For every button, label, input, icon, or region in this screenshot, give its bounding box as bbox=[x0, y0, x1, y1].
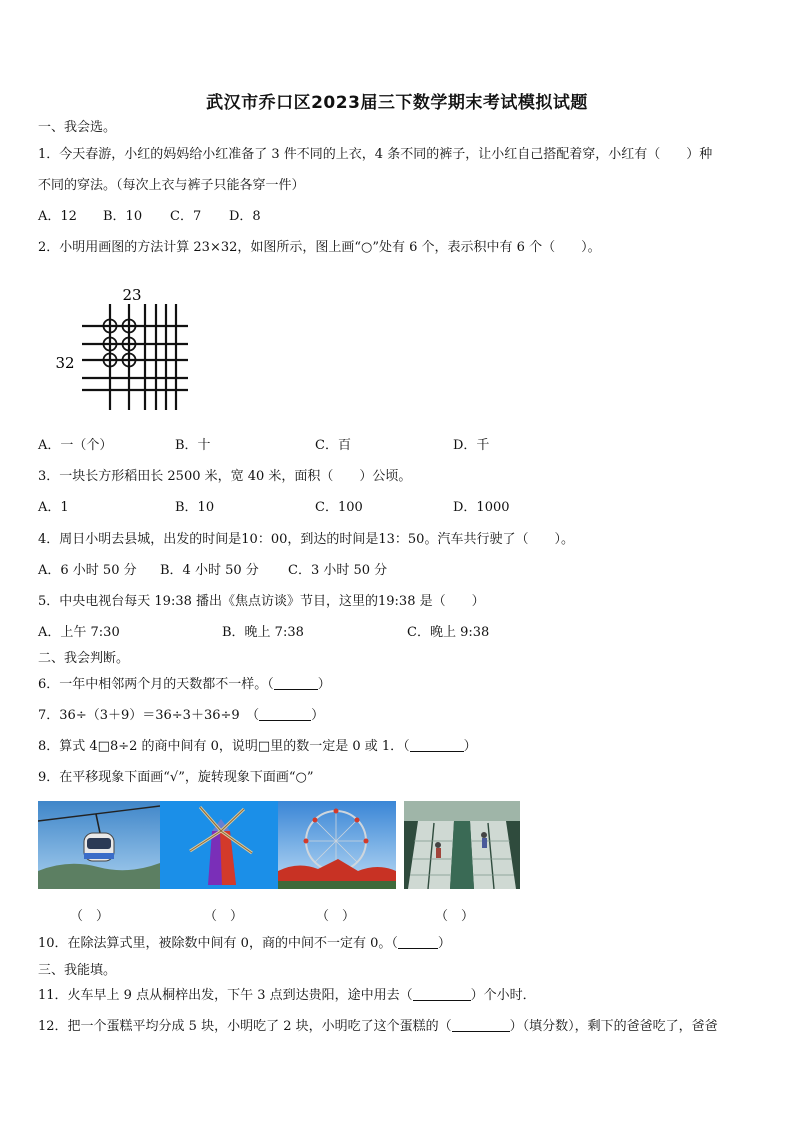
q10-answer-blank[interactable] bbox=[398, 936, 438, 949]
question-8-text: 8．算式 4□8÷2 的商中间有 0，说明□里的数一定是 0 或 1．（ bbox=[38, 739, 410, 754]
question-1-line-1: 1．今天春游，小红的妈妈给小红准备了 3 件不同的上衣，4 条不同的裤子，让小红自己搭配着穿，小红有（ ）种 bbox=[38, 147, 713, 162]
question-8 bbox=[38, 739, 477, 755]
question-7 bbox=[38, 708, 324, 724]
q1-option-a[interactable]: A．12 bbox=[38, 209, 77, 224]
question-5-text: 5．中央电视台每天 19:38 播出《焦点访谈》节目，这里的19:38 是（ ） bbox=[38, 594, 485, 609]
q3-option-a[interactable]: A．1 bbox=[38, 500, 69, 515]
question-6-end: ） bbox=[317, 677, 331, 692]
question-11-end: ）个小时． bbox=[470, 988, 536, 1003]
question-2-text: 2．小明用画图的方法计算 23×32，如图所示，图上画“○”处有 6 个，表示积中有 6 个（ ）。 bbox=[38, 240, 601, 255]
diagram-left-label: 32 bbox=[55, 354, 75, 372]
q3-option-d[interactable]: D．1000 bbox=[453, 500, 510, 515]
question-9-images bbox=[38, 801, 520, 889]
ferris-wheel-image bbox=[278, 801, 396, 889]
q2-option-d[interactable]: D．千 bbox=[453, 438, 490, 453]
q4-option-c[interactable]: C．3 小时 50 分 bbox=[288, 563, 388, 578]
q3-option-b[interactable]: B．10 bbox=[175, 500, 215, 515]
question-11 bbox=[38, 988, 536, 1004]
question-9-text: 9．在平移现象下面画“√”，旋转现象下面画“○” bbox=[38, 770, 314, 785]
q4-option-b[interactable]: B．4 小时 50 分 bbox=[160, 563, 259, 578]
question-12-end: ）（填分数），剩下的爸爸吃了，爸爸 bbox=[509, 1019, 718, 1034]
windmill-image bbox=[160, 801, 278, 889]
multiplication-line-diagram bbox=[52, 284, 192, 418]
q2-option-a[interactable]: A．一（个） bbox=[38, 438, 113, 453]
question-4-text: 4．周日小明去县城，出发的时间是10：00，到达的时间是13：50。汽车共行驶了（ ）。 bbox=[38, 532, 574, 547]
q12-answer-blank[interactable] bbox=[452, 1019, 510, 1032]
q5-option-a[interactable]: A．上午 7:30 bbox=[38, 625, 120, 640]
question-12 bbox=[38, 1019, 718, 1035]
cable-car-image bbox=[38, 801, 160, 889]
question-6-text: 6．一年中相邻两个月的天数都不一样。（ bbox=[38, 677, 274, 692]
question-1-line-2: 不同的穿法。（每次上衣与裤子只能各穿一件） bbox=[38, 178, 305, 193]
question-11-text: 11．火车早上 9 点从桐梓出发，下午 3 点到达贵阳，途中用去（ bbox=[38, 988, 413, 1003]
q9-answer-3[interactable]: （ ） bbox=[316, 909, 356, 924]
q7-answer-blank[interactable] bbox=[259, 708, 311, 721]
question-8-end: ） bbox=[463, 739, 477, 754]
page-title: 武汉市乔口区2023届三下数学期末考试模拟试题 bbox=[206, 93, 588, 113]
q5-option-b[interactable]: B．晚上 7:38 bbox=[222, 625, 304, 640]
q8-answer-blank[interactable] bbox=[410, 739, 464, 752]
question-7-end: ） bbox=[311, 708, 325, 723]
q4-option-a[interactable]: A．6 小时 50 分 bbox=[38, 563, 137, 578]
question-3-text: 3．一块长方形稻田长 2500 米，宽 40 米，面积（ ）公顷。 bbox=[38, 469, 412, 484]
question-10 bbox=[38, 936, 451, 952]
q5-option-c[interactable]: C．晚上 9:38 bbox=[407, 625, 490, 640]
section-heading-2: 二、我会判断。 bbox=[38, 651, 130, 666]
q1-option-c[interactable]: C．7 bbox=[170, 209, 202, 224]
section-heading-3: 三、我能填。 bbox=[38, 963, 117, 978]
question-12-text: 12．把一个蛋糕平均分成 5 块，小明吃了 2 块，小明吃了这个蛋糕的（ bbox=[38, 1019, 452, 1034]
q2-option-b[interactable]: B．十 bbox=[175, 438, 211, 453]
q1-option-b[interactable]: B．10 bbox=[103, 209, 143, 224]
diagram-top-label: 23 bbox=[122, 286, 142, 304]
escalator-image bbox=[404, 801, 520, 889]
q11-answer-blank[interactable] bbox=[413, 988, 471, 1001]
question-6 bbox=[38, 677, 331, 693]
section-heading-1: 一、我会选。 bbox=[38, 120, 117, 135]
q9-answer-4[interactable]: （ ） bbox=[435, 909, 475, 924]
q1-option-d[interactable]: D．8 bbox=[229, 209, 261, 224]
q9-answer-1[interactable]: （ ） bbox=[70, 909, 110, 924]
question-7-text: 7．36÷（3＋9）＝36÷3＋36÷9 （ bbox=[38, 708, 260, 723]
q3-option-c[interactable]: C．100 bbox=[315, 500, 363, 515]
question-10-end: ） bbox=[437, 936, 451, 951]
q6-answer-blank[interactable] bbox=[274, 677, 318, 690]
q9-answer-2[interactable]: （ ） bbox=[204, 909, 244, 924]
q2-option-c[interactable]: C．百 bbox=[315, 438, 351, 453]
question-10-text: 10．在除法算式里，被除数中间有 0，商的中间不一定有 0。（ bbox=[38, 936, 398, 951]
